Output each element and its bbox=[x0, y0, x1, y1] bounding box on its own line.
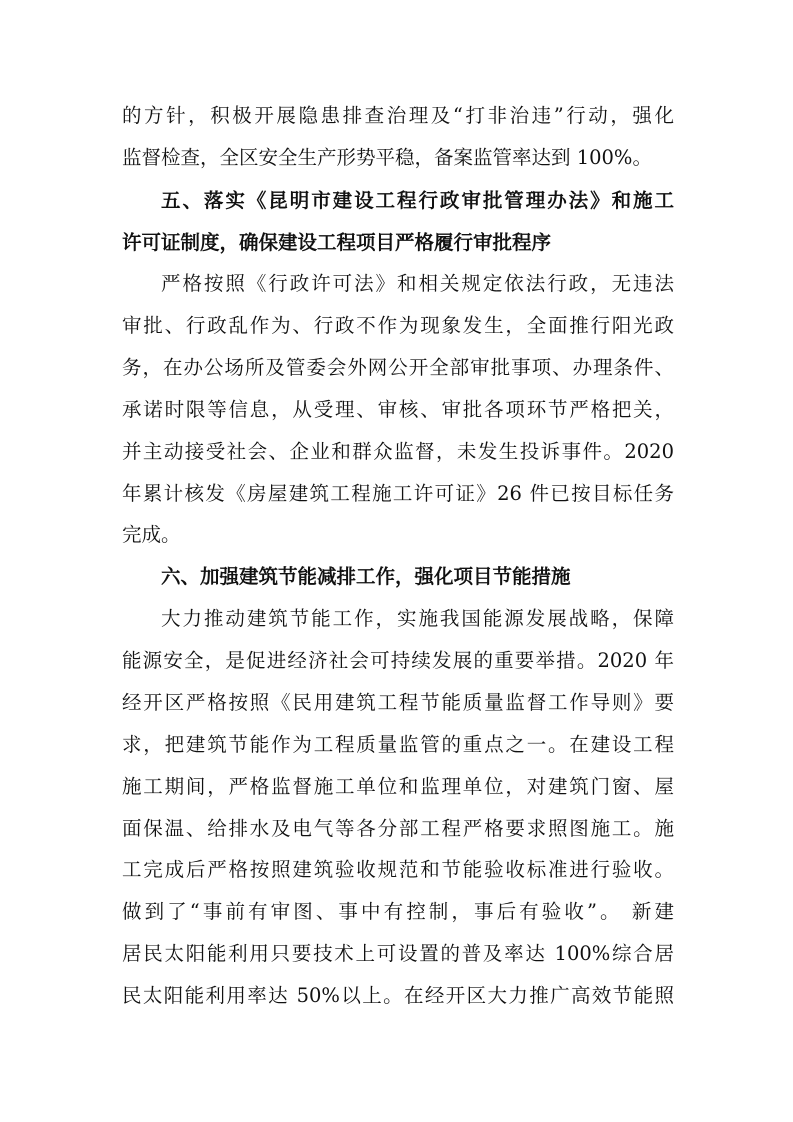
body-line: 承诺时限等信息，从受理、审核、审批各项环节严格把关， bbox=[122, 398, 674, 421]
body-line: 民太阳能利用率达 50%以上。在经开区大力推广高效节能照 bbox=[122, 984, 674, 1007]
body-line: 年累计核发《房屋建筑工程施工许可证》26 件已按目标任务 bbox=[122, 482, 674, 505]
body-line: 面保温、给排水及电气等各分部工程严格要求照图施工。施 bbox=[122, 817, 674, 840]
body-line: 大力推动建筑节能工作，实施我国能源发展战略，保障 bbox=[161, 607, 674, 630]
body-line: 并主动接受社会、企业和群众监督，未发生投诉事件。2020 bbox=[122, 440, 674, 463]
section-heading-5: 五、落实《昆明市建设工程行政审批管理办法》和施工 bbox=[161, 189, 674, 212]
body-line: 工完成后严格按照建筑验收规范和节能验收标准进行验收。 bbox=[122, 858, 674, 881]
body-line: 严格按照《行政许可法》和相关规定依法行政，无违法 bbox=[161, 272, 674, 295]
section-heading-6: 六、加强建筑节能减排工作，强化项目节能措施 bbox=[161, 565, 571, 588]
body-line: 经开区严格按照《民用建筑工程节能质量监督工作导则》要 bbox=[122, 691, 674, 714]
body-line: 施工期间，严格监督施工单位和监理单位，对建筑门窗、屋 bbox=[122, 775, 674, 798]
body-line: 能源安全，是促进经济社会可持续发展的重要举措。2020 年 bbox=[122, 649, 674, 672]
body-line: 监督检查，全区安全生产形势平稳，备案监管率达到 100%。 bbox=[122, 146, 652, 169]
body-line: 求，把建筑节能作为工程质量监管的重点之一。在建设工程 bbox=[122, 733, 674, 756]
body-line: 居民太阳能利用只要技术上可设置的普及率达 100%综合居 bbox=[122, 942, 674, 965]
body-line: 的方针，积极开展隐患排查治理及“打非治违”行动，强化 bbox=[122, 104, 674, 127]
body-line: 做到了“事前有审图、事中有控制，事后有验收”。 新建 bbox=[122, 900, 674, 923]
body-line: 完成。 bbox=[122, 523, 181, 546]
body-line: 务，在办公场所及管委会外网公开全部审批事项、办理条件、 bbox=[122, 356, 674, 379]
body-line: 审批、行政乱作为、行政不作为现象发生，全面推行阳光政 bbox=[122, 314, 674, 337]
section-heading-5-cont: 许可证制度，确保建设工程项目严格履行审批程序 bbox=[122, 231, 552, 254]
